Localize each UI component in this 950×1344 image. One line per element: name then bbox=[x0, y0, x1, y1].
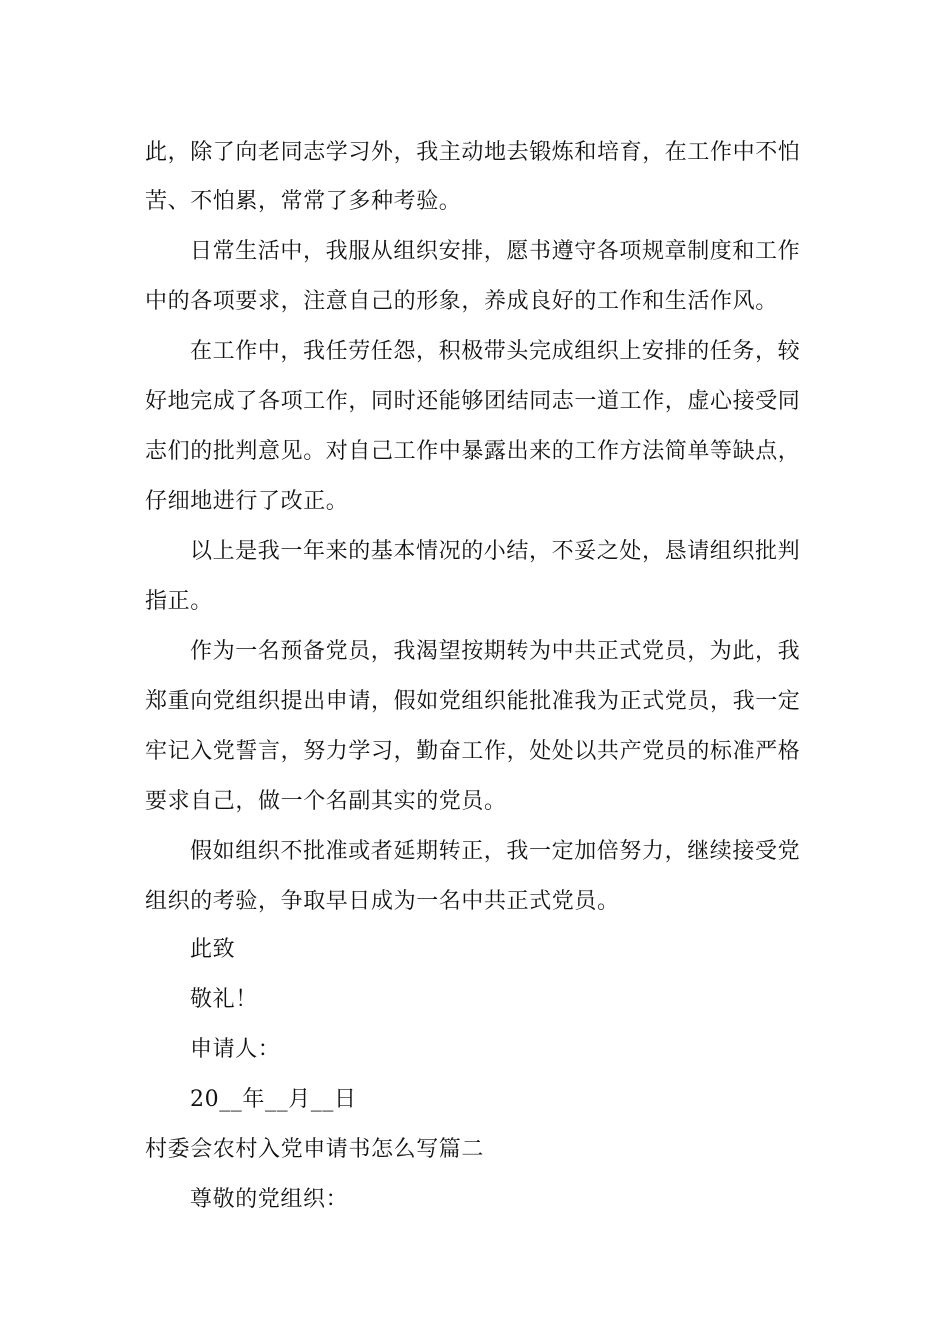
paragraph-line: 假如组织不批准或者延期转正，我一定加倍努力，继续接受党 bbox=[190, 839, 801, 864]
paragraph-line: 郑重向党组织提出申请，假如党组织能批准我为正式党员，我一定 bbox=[145, 689, 801, 714]
paragraph-line: 仔细地进行了改正。 bbox=[145, 489, 349, 514]
closing-salutation: 此致 bbox=[190, 937, 236, 962]
paragraph-line: 苦、不怕累，常常了多种考验。 bbox=[145, 189, 462, 214]
paragraph-line: 志们的批判意见。对自己工作中暴露出来的工作方法简单等缺点， bbox=[145, 439, 801, 464]
applicant-label: 申请人： bbox=[190, 1037, 281, 1062]
paragraph-line: 牢记入党誓言，努力学习，勤奋工作，处处以共产党员的标准严格 bbox=[145, 739, 801, 764]
paragraph-line: 此，除了向老同志学习外，我主动地去锻炼和培育，在工作中不怕 bbox=[145, 140, 801, 165]
paragraph-line: 中的各项要求，注意自己的形象，养成良好的工作和生活作风。 bbox=[145, 289, 778, 314]
paragraph-line: 作为一名预备党员，我渴望按期转为中共正式党员，为此，我 bbox=[190, 639, 801, 664]
paragraph-line: 组织的考验，争取早日成为一名中共正式党员。 bbox=[145, 889, 620, 914]
section-heading: 村委会农村入党申请书怎么写篇二 bbox=[145, 1137, 485, 1162]
paragraph-line: 日常生活中，我服从组织安排，愿书遵守各项规章制度和工作 bbox=[190, 239, 801, 264]
date-line: 20__年__月__日 bbox=[190, 1087, 357, 1112]
paragraph-line: 要求自己，做一个名副其实的党员。 bbox=[145, 789, 507, 814]
paragraph-line: 在工作中，我任劳任怨，积极带头完成组织上安排的任务，较 bbox=[190, 339, 801, 364]
closing-regards: 敬礼！ bbox=[190, 987, 258, 1012]
paragraph-line: 以上是我一年来的基本情况的小结，不妥之处，恳请组织批判 bbox=[190, 539, 801, 564]
greeting-line: 尊敬的党组织： bbox=[190, 1187, 349, 1212]
paragraph-line: 指正。 bbox=[145, 589, 213, 614]
paragraph-line: 好地完成了各项工作，同时还能够团结同志一道工作，虚心接受同 bbox=[145, 389, 801, 414]
